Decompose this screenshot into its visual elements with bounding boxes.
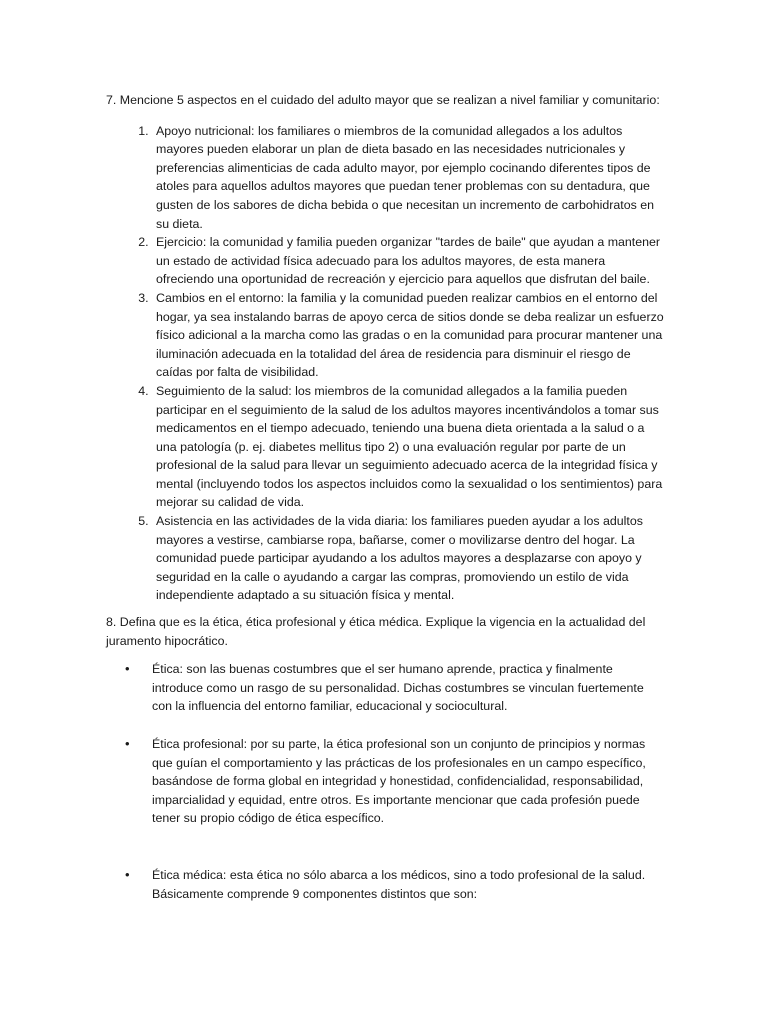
bullet-icon: • bbox=[125, 661, 130, 677]
list-item bbox=[125, 866, 666, 903]
list-item: 4. Seguimiento de la salud: los miembros de la comunidad allegados a la familia pueden participar en el seguimiento de la salud de los adultos mayores incentivándolos a tomar sus medicamentos en el tiempo adecuado, teniendo una buena dieta orientada a la salud o a una patología (p. ej. diabetes mellitus tipo 2) o una evaluación regular por parte de un profesional de la salud para llevar un seguimiento adecuado acerca de la integridad física y mental (incluyendo todos los aspectos incluidos como la sexualidad o los sentimientos) para mejorar su calidad de vida. bbox=[152, 382, 666, 512]
document-body bbox=[106, 91, 666, 903]
definition-text: Ética médica: esta ética no sólo abarca a los médicos, sino a todo profesional de la salud. Básicamente comprende 9 componentes distintos que son: bbox=[152, 867, 646, 901]
list-item bbox=[125, 660, 666, 716]
definition-text: Ética: son las buenas costumbres que el ser humano aprende, practica y finalmente introduce como un rasgo de su personalidad. Dichas costumbres se vinculan fuertemente con la influencia del entorno familiar, educacional y sociocultural. bbox=[152, 662, 644, 714]
list-item: 3. Cambios en el entorno: la familia y la comunidad pueden realizar cambios en el entorno del hogar, ya sea instalando barras de apoyo cerca de sitios donde se deba realizar un esfuerzo físico adicional a la marcha como las gradas o en la comunidad para procurar mantener una iluminación adecuada en la totalidad del área de residencia para disminuir el riesgo de caídas por falta de visibilidad. bbox=[152, 289, 666, 382]
bullet-icon: • bbox=[125, 866, 130, 882]
question-7-text: 7. Mencione 5 aspectos en el cuidado del adulto mayor que se realizan a nivel familiar y comunitario: bbox=[106, 93, 660, 107]
definition-text: Ética profesional: por su parte, la ética profesional son un conjunto de principios y normas que guían el comportamiento y las prácticas de los profesionales en un campo específico, basándose de forma global en integridad y honestidad, confidencialidad, responsabilidad, imparcialidad y equidad, entre otros. Es importante mencionar que cada profesión puede tener su propio código de ética específico. bbox=[152, 737, 646, 826]
list-item: 2. Ejercicio: la comunidad y familia pueden organizar "tardes de baile" que ayudan a mantener un estado de actividad física adecuado para los adultos mayores, de esta manera ofreciendo una oportunidad de recreación y ejercicio para aquellos que disfrutan del baile. bbox=[152, 233, 666, 289]
question-8-definition-list bbox=[106, 660, 666, 903]
list-item: 1. Apoyo nutricional: los familiares o miembros de la comunidad allegados a los adultos mayores pueden elaborar un plan de dieta basado en las necesidades nutricionales y preferencias alimenticias de cada adulto mayor, por ejemplo cocinando diferentes tipos de atoles para aquellos adultos mayores que puedan tener problemas con su dentadura, que gusten de los sabores de dicha bebida o que necesitan un incremento de carbohidratos en su dieta. bbox=[152, 122, 666, 234]
list-item bbox=[125, 735, 666, 828]
question-8-text: 8. Defina que es la ética, ética profesional y ética médica. Explique la vigencia en la actualidad del juramento hipocrático. bbox=[106, 615, 646, 648]
list-item: 5. Asistencia en las actividades de la vida diaria: los familiares pueden ayudar a los adultos mayores a vestirse, cambiarse ropa, bañarse, comer o movilizarse dentro del hogar. La comunidad puede participar ayudando a los adultos mayores a desplazarse con apoyo y seguridad en la calle o ayudando a cargar las compras, promoviendo un estilo de vida independiente adaptado a su situación física y mental. bbox=[152, 512, 666, 605]
bullet-icon: • bbox=[125, 736, 130, 751]
question-7-answer-list bbox=[106, 122, 666, 605]
